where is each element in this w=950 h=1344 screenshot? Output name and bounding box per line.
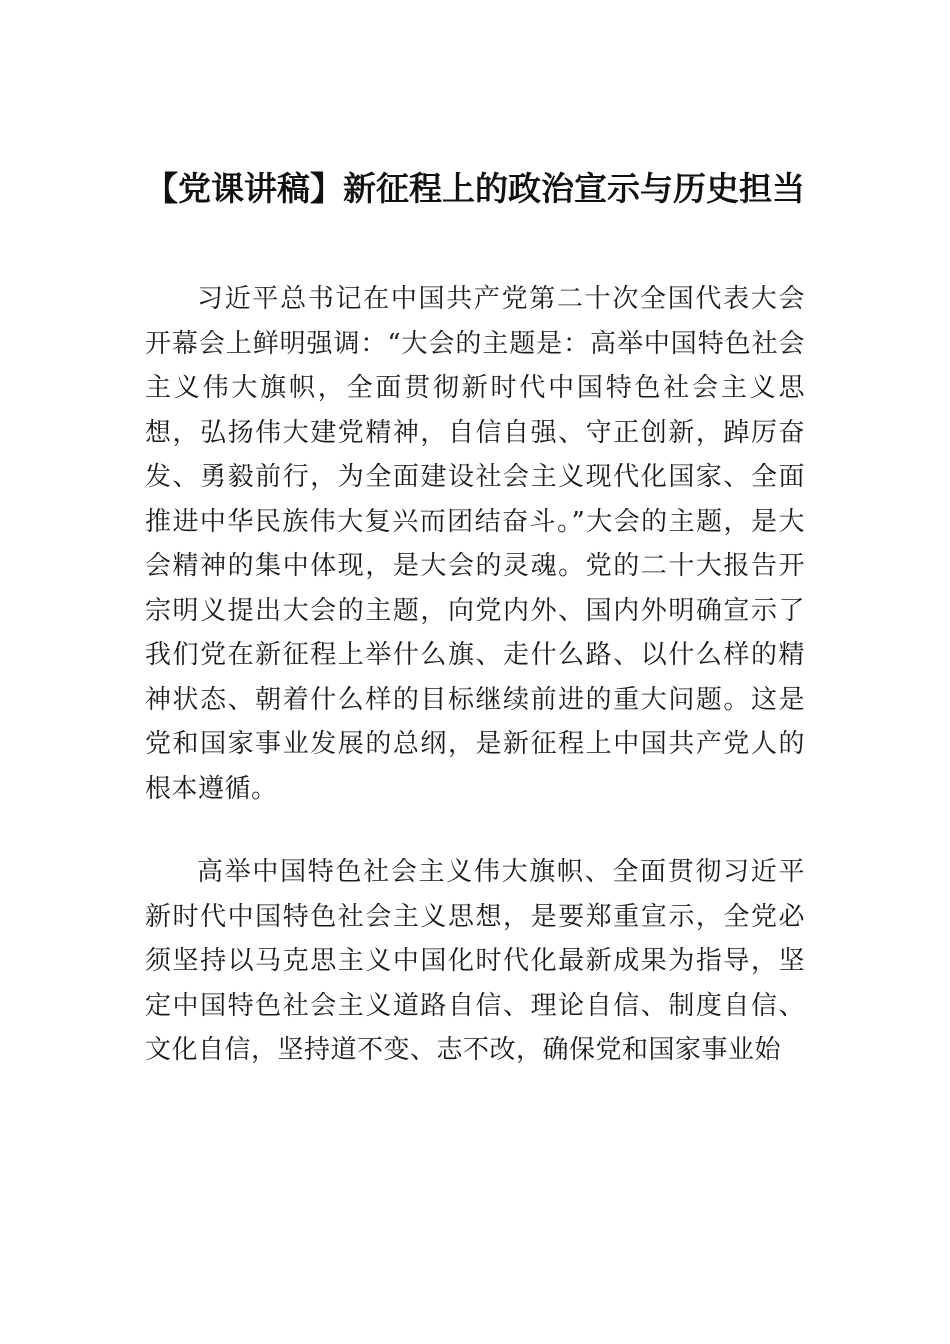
paragraph-1: 习近平总书记在中国共产党第二十次全国代表大会开幕会上鲜明强调：“大会的主题是：高举中国特色社会主义伟大旗帜，全面贯彻新时代中国特色社会主义思想，弘扬伟大建党精神，自信自强、守正创新，踔厉奋发、勇毅前行，为全面建设社会主义现代化国家、全面推进中华民族伟大复兴而团结奋斗。”大会的主题，是大会精神的集中体现，是大会的灵魂。党的二十大报告开宗明义提出大会的主题，向党内外、国内外明确宣示了我们党在新征程上举什么旗、走什么路、以什么样的精神状态、朝着什么样的目标继续前进的重大问题。这是党和国家事业发展的总纲，是新征程上中国共产党人的根本遵循。	[145, 284, 805, 804]
paragraph-2: 高举中国特色社会主义伟大旗帜、全面贯彻习近平新时代中国特色社会主义思想，是要郑重宣示，全党必须坚持以马克思主义中国化时代化最新成果为指导，坚定中国特色社会主义道路自信、理论自信、制度自信、文化自信，坚持道不变、志不改，确保党和国家事业始	[145, 857, 805, 1065]
document-title: 【党课讲稿】新征程上的政治宣示与历史担当	[145, 169, 805, 208]
